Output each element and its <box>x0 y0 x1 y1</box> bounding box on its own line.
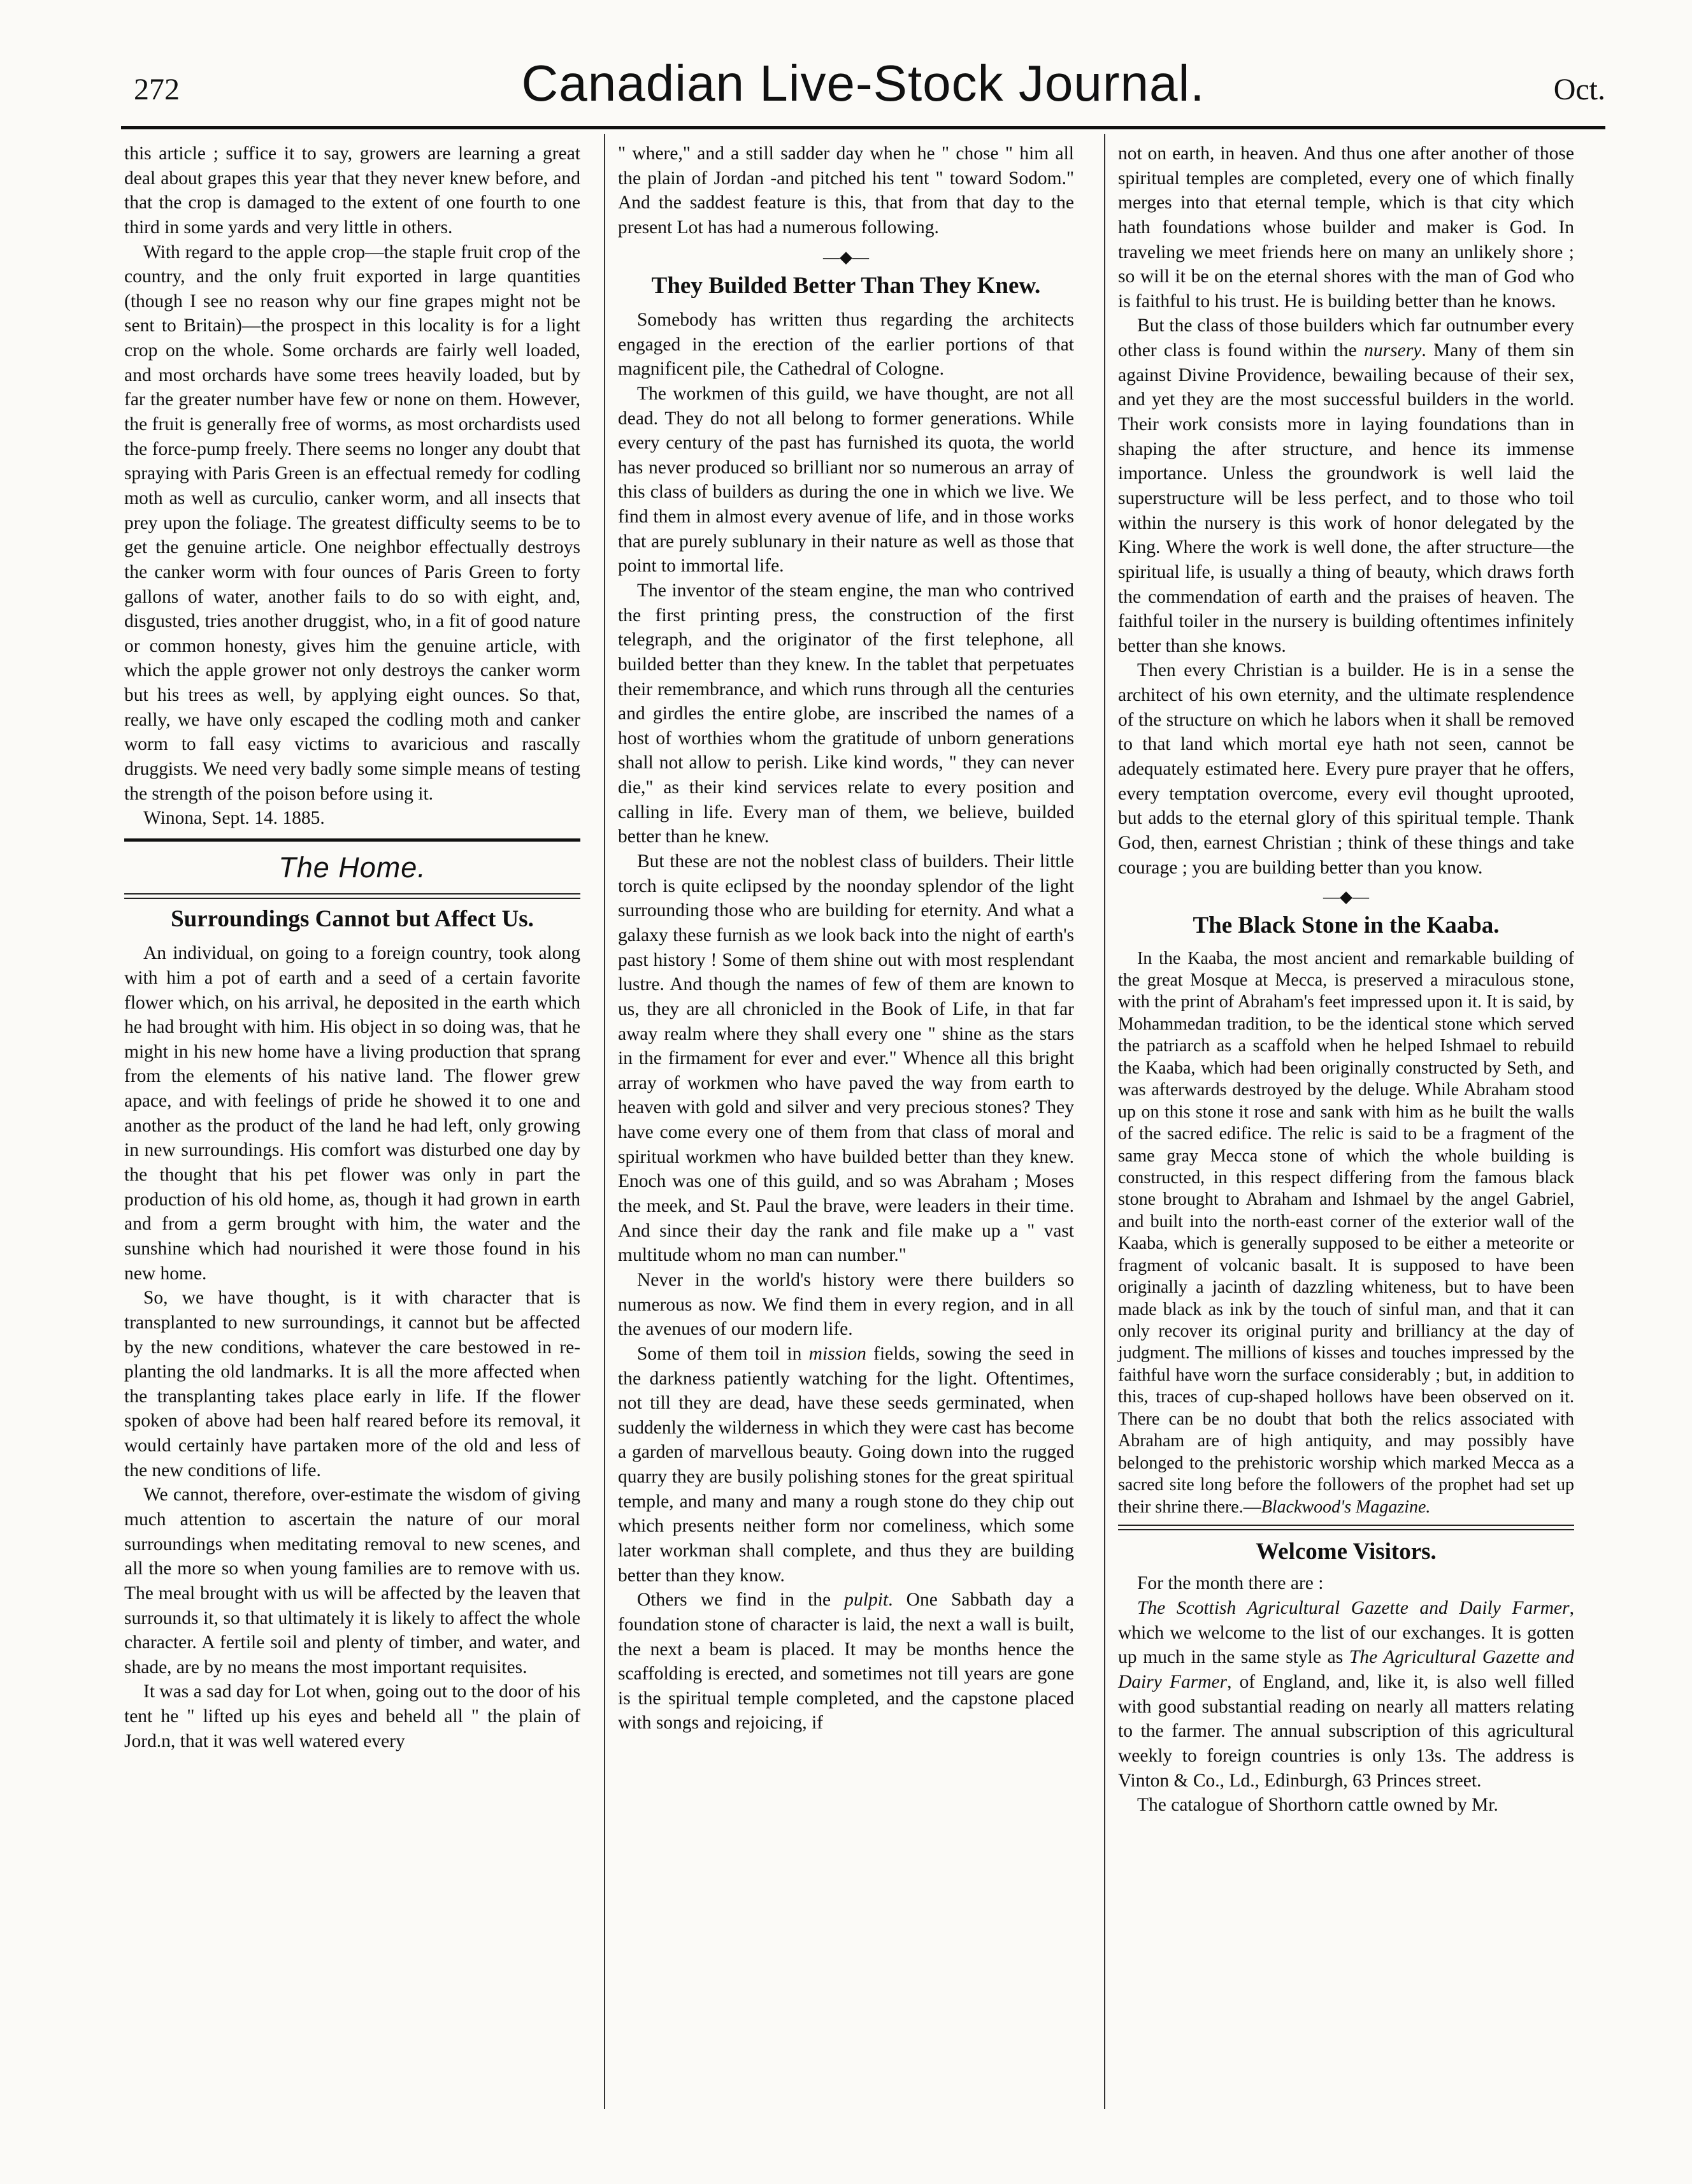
text-run: Others we find in the <box>637 1590 845 1611</box>
paragraph: " where," and a still sadder day when he " chose " him all the plain of Jordan -and pitched his tent " toward Sodom." And the saddest feature is this, that from that day to the present Lot has had a numerous following. <box>618 143 1074 238</box>
emphasis: The Scottish Agricultural Gazette and Daily Farmer <box>1137 1598 1570 1619</box>
column-3 <box>1118 141 1574 1818</box>
paragraph: The workmen of this guild, we have thought, are not all dead. They do not all belong to former generations. While every century of the past has furnished its quota, the world has never produced so brilliant nor so numerous an array of this class of builders as during the one in which we live. We find them in almost every avenue of life, and in those works that are purely sublunary in their nature as well as those that point to immortal life. <box>618 383 1074 577</box>
paragraph <box>1118 1596 1574 1793</box>
text-run: fields, sowing the seed in the darkness patiently watching for the light. Oftentimes, not till they are dead, have these seeds germinated, when suddenly the wilderness in which they were cast has become a garden of marvellous beauty. Going down into the rugged quarry they are busily polishing stones for the great spiritual temple, and many and many a rough stone do they chip out which presents neither form nor comeliness, which some later workman shall complete, and thus they are building better than they know. <box>618 1343 1074 1586</box>
paragraph: The inventor of the steam engine, the man who contrived the first printing press, the construction of the first telegraph, and the originator of the first telephone, all builded better than they knew. In the tablet that perpetuates their remembrance, and which runs through all the centuries and girdles the entire globe, are inscribed the names of a host of worthies whom the gratitude of unborn generations shall not allow to perish. Like kind words, " they can never die," as their kind services relate to every position and calling in life. Every man of them, we believe, builded better than he knew. <box>618 580 1074 847</box>
header-rule <box>121 126 1605 129</box>
paragraph: this article ; suffice it to say, growers are learning a great deal about grapes this year that they never knew before, and that the crop is damaged to the extent of one fourth to one third in some yards and very little in others. <box>124 143 580 238</box>
page-header <box>121 54 1605 131</box>
source-citation: Blackwood's Magazine. <box>1261 1497 1431 1517</box>
paragraph: An individual, on going to a foreign country, took along with him a pot of earth and a seed of a certain favorite flower which, on his arrival, he deposited in the earth which he had brought with him. His object in so doing was, that he might in his new home have a living production that sprang from the elements of his native land. The flower grew apace, and with feelings of pride he showed it to one and another as the product of the land he had left, only growing in new surroundings. His comfort was disturbed one day by the thought that his pet flower was only in part the production of his old home, as, though it had grown in earth and from a germ brought with him, the water and the sunshine which had nourished it were those found in his new home. <box>124 943 580 1284</box>
column-divider-2 <box>1104 134 1105 2109</box>
text-run: , which we welcome to the list of our exchanges. It is gotten up much in the same style as <box>1118 1598 1574 1668</box>
paragraph: We cannot, therefore, over-estimate the wisdom of giving much attention to ascertain the nature of our moral surroundings when meditating removal to new scenes, and all the more so when young families are to remove with us. The meal brought with us will be affected by the leaven that surrounds it, so that ultimately it is likely to affect the whole character. A fertile soil and plenty of timber, and water, and shade, are by no means the most important requisites. <box>124 1484 580 1678</box>
emphasis: pulpit <box>844 1590 889 1611</box>
emphasis: mission <box>808 1343 866 1364</box>
paragraph: The catalogue of Shorthorn cattle owned by Mr. <box>1137 1795 1498 1816</box>
paragraph: Then every Christian is a builder. He is in a sense the architect of his own eternity, and the ultimate resplendence of the structure on which he labors when it shall be removed to that land which mortal eye hath not seen, cannot be adequately estimated here. Every pure prayer that he offers, every temptation overcome, every evil thought uprooted, but adds to the eternal glory of this spiritual temple. Thank God, then, earnest Christian ; think of these things and take courage ; you are building better than you know. <box>1118 660 1574 878</box>
letter-signature: Winona, Sept. 14. 1885. <box>143 808 325 829</box>
article-title: Surroundings Cannot but Affect Us. <box>171 905 534 932</box>
text-run: But the class of those builders which far outnumber every other class is found within the <box>1118 315 1574 361</box>
paragraph: With regard to the apple crop—the staple fruit crop of the country, and the only fruit exported in large quantities (though I see no reason why our fine grapes might not be sent to Britain)—the prospect in this locality is for a light crop on the whole. Some orchards are fairly well loaded, and most orchards have some trees heavily loaded, but by far the greater number have few or none on them. However, the fruit is generally free of worms, as most orchardists used the force-pump freely. There seems no longer any doubt that spraying with Paris Green is an effectual remedy for codling moth as well as curculio, canker worm, and all insects that prey upon the foliage. The greatest difficulty seems to be to get the genuine article. One neighbor effectually destroys the canker worm with four ounces of Paris Green to forty gallons of water, another fails to do so with eight, and, disgusted, tries another druggist, who, in a fit of good nature or common honesty, gives him the genuine article, with which the apple grower not only destroys the canker worm but his trees as well, by applying eight ounces. So that, really, we have only escaped the codling moth and canker worm to fall easy victims to avaricious and rascally druggists. We need very badly some simple means of testing the strength of the poison before using it. <box>124 241 580 804</box>
text-run: . Many of them sin against Divine Providence, bewailing because of their sex, and yet they are the most successful builders in the world. Their work consists more in laying foundations than in shaping the after structure, and hence its immense importance. Unless the groundwork is well laid the superstructure will be less perfect, and to those who toil within the nursery is this work of honor delegated by the King. Where the work is well done, the after structure—the spiritual life, is usually a thing of beauty, which draws forth the commendation of earth and the praises of heaven. The faithful toiler in the nursery is building oftentimes infinitely better than she knows. <box>1118 340 1575 656</box>
article-title: The Black Stone in the Kaaba. <box>1193 912 1500 939</box>
text-run: Some of them toil in <box>637 1343 809 1364</box>
page-number: 272 <box>134 73 180 106</box>
emphasis: The Agricultural Gazette and Dairy Farmer <box>1118 1647 1574 1693</box>
article-title: Welcome Visitors. <box>1256 1538 1437 1565</box>
emphasis: nursery <box>1364 340 1422 361</box>
paragraph: So, we have thought, is it with character that is transplanted to new surroundings, it cannot but be affected by the new conditions, whatever the care bestowed in re-planting the old landmarks. It is all the more affected when the transplanting takes place early in life. If the flower spoken of above had been half reared before its removal, it would certainly have partaken more of the old and less of the new conditions of life. <box>124 1288 580 1481</box>
article-title: They Builded Better Than They Knew. <box>651 272 1041 299</box>
paragraph <box>1118 948 1574 1518</box>
paragraph <box>1118 313 1574 658</box>
divider-ornament: —◆— <box>1323 887 1369 907</box>
paragraph: But these are not the noblest class of builders. Their little torch is quite eclipsed by the noonday splendor of the light surrounding those who are building for eternity. And what a galaxy these furnish as we look back into the night of earth's past history ! Some of them shine out with most resplendant lustre. And though the names of few of them are known to us, they are all chronicled in the Book of Life, in that far away realm where they shall every one " shine as the stars in the firmament for ever and ever." Whence all this bright array of workmen who have paved the way from earth to heaven with gold and silver and very precious stones? They have come every one of them from that class of moral and spiritual workmen who have builded better than they knew. Enoch was one of this guild, and so was Abraham ; Moses the meek, and St. Paul the brave, were leaders in their time. And since their day the rank and file make up a " vast multitude whom no man can number." <box>618 851 1074 1266</box>
column-divider-1 <box>604 134 605 2109</box>
paragraph: not on earth, in heaven. And thus one after another of those spiritual temples are completed, every one of which finally merges into that eternal temple, which is that city which hath foundations whose builder and maker is God. In traveling we meet friends here on many an unlikely shore ; so will it be on the eternal shores with the man of God who is faithful to his trust. He is building better than he knows. <box>1118 143 1574 312</box>
column-1 <box>124 141 580 1753</box>
text-run: . One Sabbath day a foundation stone of character is laid, the next a wall is built, the next a beam is placed. It may be months hence the scaffolding is erected, and sometimes not till years are gone is the spiritual temple completed, and the capstone placed with songs and rejoicing, if <box>618 1590 1074 1734</box>
section-heading: The Home. <box>278 851 426 884</box>
issue-month: Oct. <box>1553 73 1605 106</box>
section-rule <box>124 838 580 842</box>
section-rule <box>1118 1525 1574 1530</box>
column-2 <box>618 141 1074 1735</box>
divider-ornament: —◆— <box>823 247 869 266</box>
paragraph: Never in the world's history were there builders so numerous as now. We find them in every region, and in all the avenues of our modern life. <box>618 1269 1074 1340</box>
paragraph: Somebody has written thus regarding the architects engaged in the erection of the earlier portions of that magnificent pile, the Cathedral of Cologne. <box>618 309 1074 380</box>
text-run: In the Kaaba, the most ancient and remarkable building of the great Mosque at Mecca, is preserved a miraculous stone, with the print of Abraham's feet impressed upon it. It is said, by Mohammedan tradition, to be the identical stone which served the patriarch as a scaffold when he helped Ishmael to rebuild the Kaaba, which had been originally constructed by Seth, and was afterwards destroyed by the deluge. While Abraham stood up on this stone it rose and sank with him as he built the walls of the sacred edifice. The relic is said to be a fragment of the same gray Mecca stone of which the whole building is constructed, in this respect differing from the famous black stone brought to Abraham and Ishmael by the angel Gabriel, and built into the north-east corner of the exterior wall of the Kaaba, which is generally supposed to be either a meteorite or fragment of volcanic basalt. It is supposed to have been originally a jacinth of dazzling whiteness, but to have been made black as ink by the touch of sinful man, and that it can only recover its original purity and brilliancy at the day of judgment. The millions of kisses and touches impressed by the faithful have worn the surface considerably ; but, in addition to this, traces of cup-shaped hollows have been observed on it. There can be no doubt that both the relics associated with Abraham are of high antiquity, and may possibly have belonged to the prehistoric worship which marked Mecca as a sacred site long before the followers of the prophet had set up their shrine there.— <box>1118 948 1574 1517</box>
paragraph <box>618 1342 1074 1588</box>
paragraph: It was a sad day for Lot when, going out to the door of his tent he " lifted up his eyes and beheld all " the plain of Jord.n, that it was well watered every <box>124 1681 580 1751</box>
paragraph: For the month there are : <box>1137 1573 1324 1594</box>
text-run: , of England, and, like it, is also well filled with good substantial reading on nearly all matters relating to the farmer. The annual subscription of this agricultural weekly to foreign countries is only 13s. The address is Vinton & Co., Ld., Edinburgh, 63 Princes street. <box>1118 1672 1574 1791</box>
section-rule <box>124 893 580 899</box>
paragraph <box>618 1588 1074 1735</box>
journal-title: Canadian Live-Stock Journal. <box>521 55 1205 111</box>
